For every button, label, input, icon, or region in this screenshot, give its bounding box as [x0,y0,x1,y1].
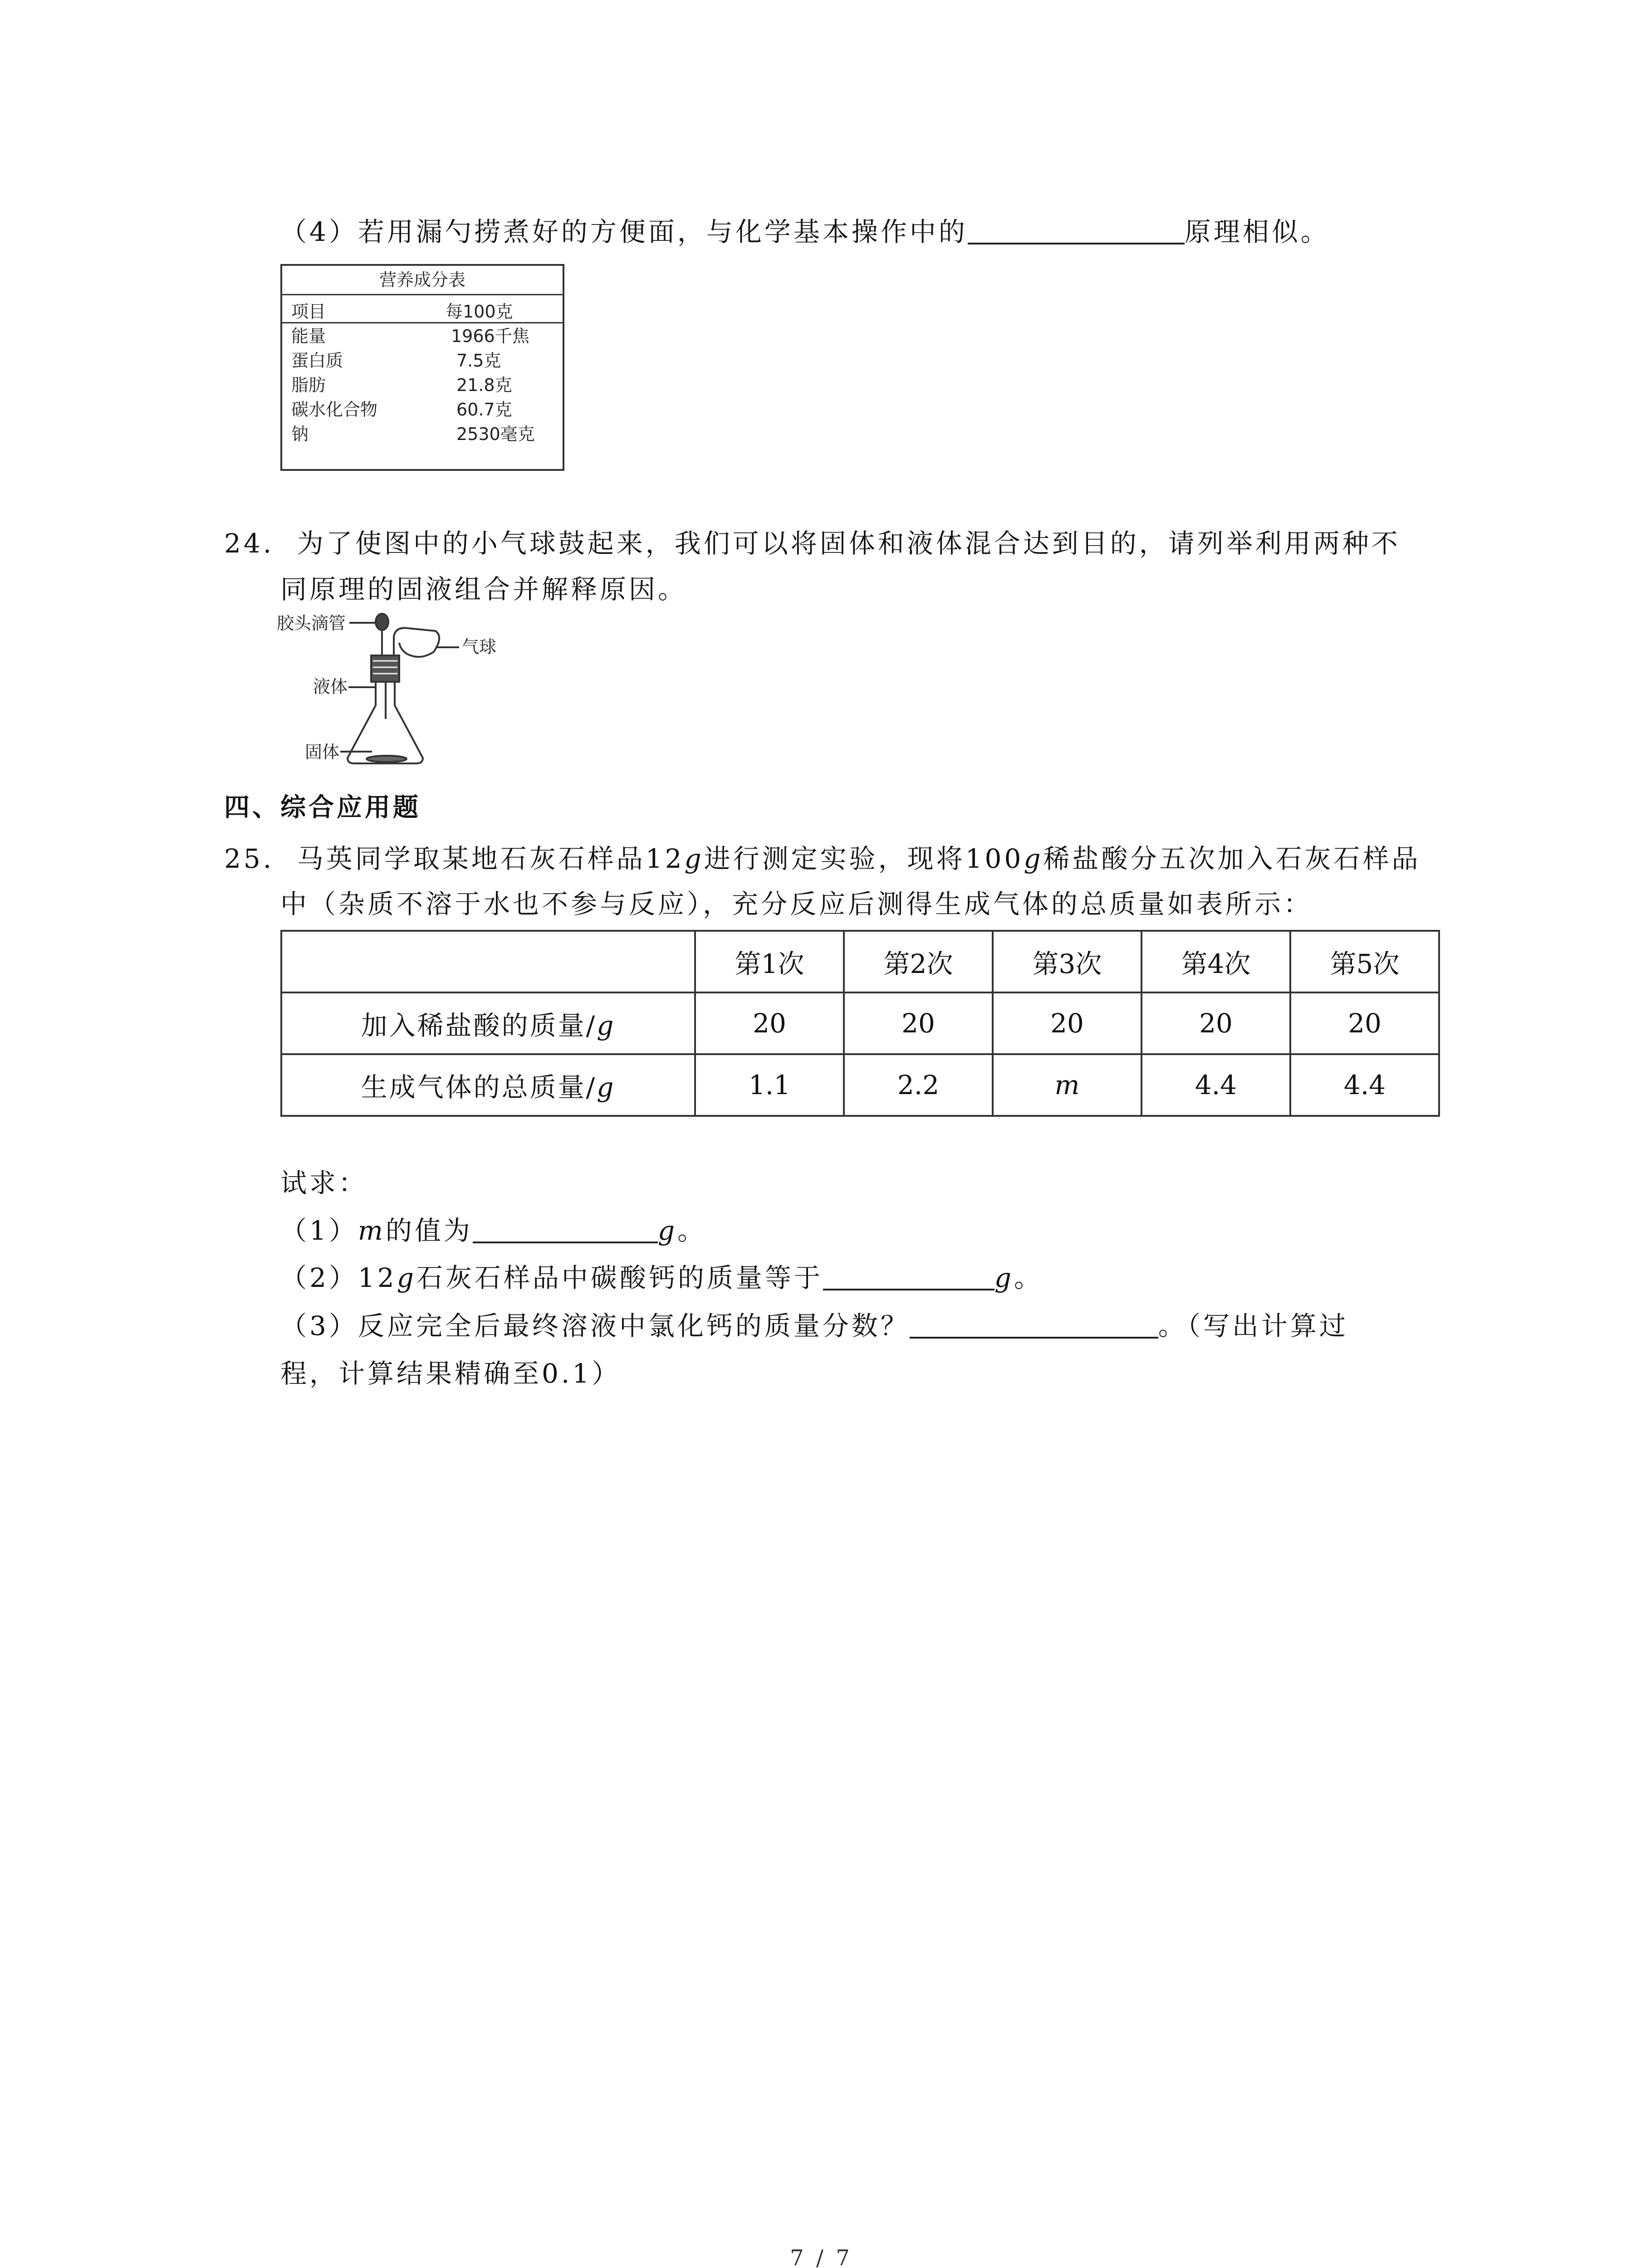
part-text-cont: 程，计算结果精确至0.1） [280,1358,621,1389]
part-label: （2）12 [280,1262,397,1293]
part-end: 。 [1014,1262,1043,1293]
table-header-cell: 第4次 [1141,931,1290,992]
q25-text-cont: 中（杂质不溶于水也不参与反应），充分反应后测得生成气体的总质量如表所示： [280,889,1313,919]
row-label [281,1054,695,1116]
label-liquid: 液体 [313,677,348,697]
nutrient-name: 钠 [291,424,309,444]
nutrient-value: 7.5克 [456,351,501,371]
question-number: 25. [224,843,274,874]
q25-text: 进行测定实验，现将100 [704,843,1024,874]
reaction-data-table [280,930,1440,1117]
page-number: 7 / 7 [790,2245,852,2268]
nutrition-row [282,348,563,373]
table-header-row [281,931,1439,992]
table-cell: 20 [993,992,1141,1054]
answer-blank[interactable] [823,1261,994,1290]
part-text: 的值为 [385,1215,473,1246]
nutrient-value: 1966千焦 [451,326,529,346]
unit-g: g [657,1215,678,1246]
header-item: 项目 [291,302,326,322]
part-text: （3）反应完全后最终溶液中氯化钙的质量分数？ [280,1310,910,1341]
label-dropper: 胶头滴管 [277,613,346,633]
table-cell: 2.2 [844,1054,993,1116]
q25-part3-line2 [280,1354,621,1393]
nutrient-name: 脂肪 [291,375,326,395]
unit-g: g [397,1262,416,1293]
nutrient-name: 能量 [291,326,326,346]
header-per-100g: 每100克 [446,302,513,322]
part-text: 石灰石样品中碳酸钙的质量等于 [416,1262,823,1293]
part-end: 。 [677,1215,707,1246]
unit-g: g [597,1010,616,1041]
table-cell: 20 [1141,992,1290,1054]
nutrient-value: 60.7克 [456,400,512,420]
answer-blank[interactable] [473,1214,658,1243]
variable-m: m [358,1215,386,1246]
label-solid: 固体 [305,742,340,762]
q24-text-cont: 同原理的固液组合并解释原因。 [280,574,687,605]
answer-blank[interactable] [968,215,1185,244]
apparatus-figure [272,610,526,771]
table-header-cell [281,931,695,992]
table-header-cell: 第5次 [1290,931,1439,992]
unit-g: g [597,1072,616,1103]
table-cell: 4.4 [1141,1054,1290,1116]
unit-g: g [1024,843,1043,874]
nutrition-table-title: 营养成分表 [282,266,563,295]
table-cell: 1.1 [695,1054,844,1116]
section-heading: 四、综合应用题 [224,793,421,822]
nutrient-name: 蛋白质 [291,351,343,371]
table-cell: m [993,1054,1141,1116]
table-cell: 20 [1290,992,1439,1054]
nutrient-value: 2530毫克 [456,424,535,444]
nutrient-name: 碳水化合物 [291,400,378,420]
table-cell: 20 [844,992,993,1054]
q23-part4 [280,212,1330,251]
q25-ask: 试求： [280,1168,368,1198]
question-number: 24. [224,528,274,559]
unit-g: g [684,843,704,874]
row-label [281,992,695,1054]
q25-part2 [280,1258,1043,1297]
q25-part1 [280,1211,706,1250]
nutrient-value: 21.8克 [456,375,512,395]
nutrition-row [282,422,563,446]
part-text: 。（写出计算过 [1158,1310,1348,1341]
table-row [281,992,1439,1054]
table-header-cell: 第2次 [844,931,993,992]
nutrition-row [282,397,563,422]
nutrition-table [280,264,564,471]
nutrition-row [282,324,563,348]
unit-g: g [994,1262,1014,1293]
q24-line1 [224,524,1401,563]
table-row [281,1054,1439,1116]
table-cell: 4.4 [1290,1054,1439,1116]
q25-text: 马英同学取某地石灰石样品12 [297,843,685,874]
nutrition-table-header [282,294,563,323]
row-label-text: 生成气体的总质量/ [361,1072,597,1103]
q23-part4-suffix: 原理相似。 [1184,216,1330,247]
part-label: （1） [280,1215,358,1246]
table-header-cell: 第3次 [993,931,1141,992]
label-balloon: 气球 [462,637,497,657]
q23-part4-text: （4）若用漏勺捞煮好的方便面，与化学基本操作中的 [280,216,968,247]
table-cell: 20 [695,992,844,1054]
flask-drawing [340,614,459,763]
q25-line2 [280,885,1313,924]
answer-blank[interactable] [910,1310,1158,1339]
q25-line1 [224,839,1421,878]
table-header-cell: 第1次 [695,931,844,992]
q24-line2 [280,570,687,609]
q25-part3 [280,1306,1348,1345]
nutrition-row [282,373,563,397]
q24-text: 为了使图中的小气球鼓起来，我们可以将固体和液体混合达到目的，请列举利用两种不 [297,528,1401,559]
q25-text: 稀盐酸分五次加入石灰石样品 [1043,843,1421,874]
row-label-text: 加入稀盐酸的质量/ [361,1010,597,1041]
